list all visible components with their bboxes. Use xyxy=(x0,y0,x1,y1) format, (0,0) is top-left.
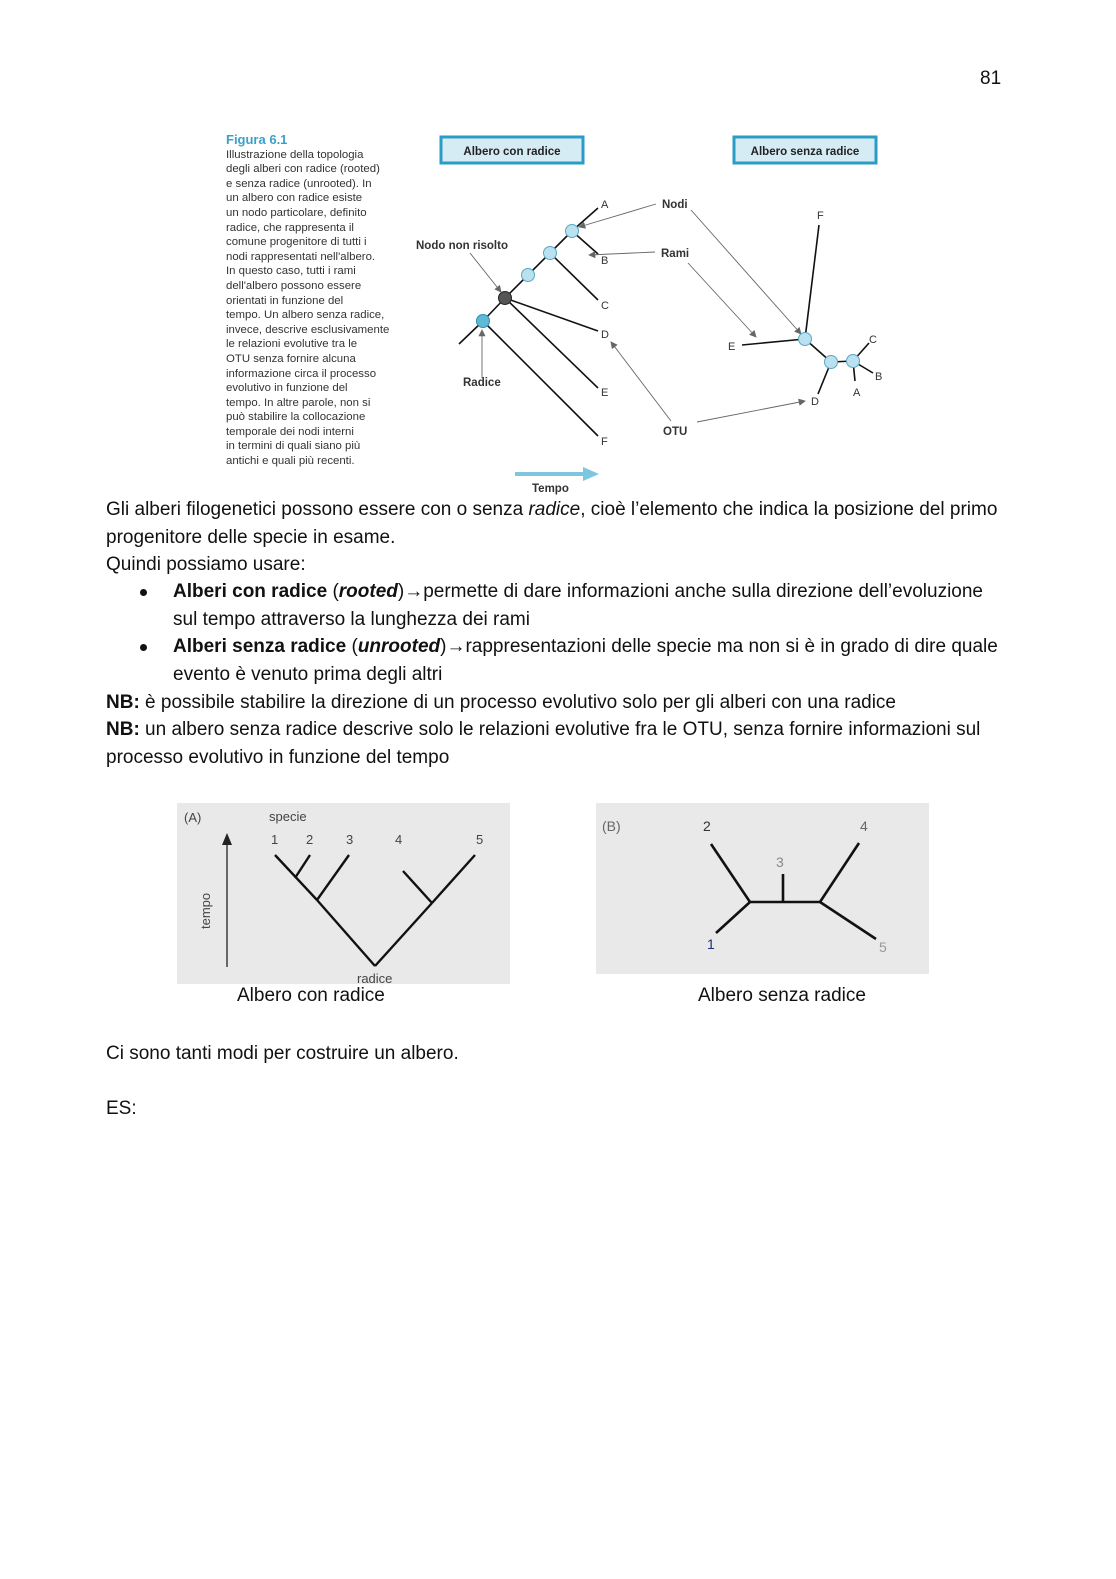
figure-caption-line: OTU senza fornire alcuna xyxy=(226,352,356,365)
leaf-label: 3 xyxy=(346,832,354,847)
leaf-label: 5 xyxy=(476,832,484,847)
time-arrow xyxy=(515,467,599,481)
paragraph-intro: Gli alberi filogenetici possono essere con o senza radice, cioè l’elemento che indica la posizione del primo progenitore delle specie in esame. xyxy=(106,499,998,548)
leaf-label: 2 xyxy=(306,832,314,847)
otu-label: OTU xyxy=(663,426,688,438)
figure-b-caption: Albero senza radice xyxy=(698,985,866,1006)
leaf-label: 3 xyxy=(776,854,784,870)
arrow-icon: → xyxy=(446,636,466,657)
figure-caption-line: in termini di quali siano più xyxy=(226,440,361,453)
figure-caption-line: degli alberi con radice (rooted) xyxy=(226,163,380,176)
figure-caption-line: comune progenitore di tutti i xyxy=(226,236,367,249)
figure-caption-line: un nodo particolare, definito xyxy=(226,206,367,219)
unrooted-tree-lines xyxy=(711,843,876,939)
figure-caption-line: In questo caso, tutti i rami xyxy=(226,265,356,278)
unrooted-box-label: Albero senza radice xyxy=(750,146,860,158)
list-item: Alberi senza radice (unrooted)→rappresentazioni delle specie ma non si è in grado di dire quale evento è venuto prima degli altri xyxy=(140,633,1010,688)
figure-a-svg xyxy=(177,803,510,984)
figure-caption-line: antichi e quali più recenti. xyxy=(226,455,355,468)
bullet-icon xyxy=(140,644,147,651)
internal-node xyxy=(522,269,535,282)
root-node xyxy=(477,315,490,328)
internal-node xyxy=(566,225,579,238)
internal-node xyxy=(825,356,838,369)
figure-a-rooted-tree xyxy=(177,803,510,984)
figure-title: Figura 6.1 xyxy=(226,132,288,147)
paragraph-list-intro: Quindi possiamo usare: xyxy=(106,554,306,575)
leaf-label: 1 xyxy=(271,832,279,847)
unresolved-node xyxy=(499,292,512,305)
figure-caption-line: invece, descrive esclusivamente xyxy=(226,323,390,336)
internal-node xyxy=(847,355,860,368)
rooted-leaf-label: E xyxy=(601,387,609,399)
figure-caption-line: e senza radice (unrooted). In xyxy=(226,177,372,190)
leaf-label: 1 xyxy=(707,936,715,952)
figure-a-tag: (A) xyxy=(184,810,202,825)
rooted-leaf-label: D xyxy=(601,329,609,341)
rooted-leaf-label: B xyxy=(601,255,609,267)
page-number: 81 xyxy=(980,68,1002,89)
unrooted-leaf-label: B xyxy=(875,371,883,383)
list-item: Alberi con radice (rooted)→permette di dare informazioni anche sulla direzione dell’evoluzione sul tempo attraverso la lunghezza dei rami xyxy=(140,578,1010,633)
figure-b-svg xyxy=(596,803,929,974)
figure-caption-line: un albero con radice esiste xyxy=(226,192,363,205)
figure-caption-line: le relazioni evolutive tra le xyxy=(226,338,358,351)
unresolved-label: Nodo non risolto xyxy=(416,240,508,252)
rooted-tree-lines xyxy=(275,855,475,966)
tree-illustration xyxy=(215,128,915,500)
figure-6-1 xyxy=(215,128,915,500)
unrooted-leaf-label: C xyxy=(869,334,877,346)
unrooted-leaf-label: D xyxy=(811,396,819,408)
internal-node xyxy=(544,247,557,260)
note-1: NB: è possibile stabilire la direzione di un processo evolutivo solo per gli alberi con una radice xyxy=(106,692,896,713)
time-axis-label: tempo xyxy=(198,892,213,929)
unrooted-leaf-label: E xyxy=(728,341,736,353)
time-axis-arrow xyxy=(222,833,232,967)
leaf-label: 2 xyxy=(703,818,711,834)
branches-label: Rami xyxy=(661,248,690,260)
leaf-label: 5 xyxy=(879,939,887,955)
figure-b-unrooted-tree xyxy=(596,803,929,974)
time-label: Tempo xyxy=(532,483,569,495)
unrooted-leaf-label: F xyxy=(817,210,824,222)
figure-caption-line: Illustrazione della topologia xyxy=(226,148,364,161)
figure-caption-line: orientati in funzione del xyxy=(226,294,344,307)
root-label: Radice xyxy=(463,377,501,389)
root-label: radice xyxy=(357,971,393,984)
figure-caption-line: tempo. In altre parole, non si xyxy=(226,396,371,409)
rooted-leaf-label: C xyxy=(601,300,609,312)
rooted-box-label: Albero con radice xyxy=(463,146,561,158)
figure-caption-line: informazione circa il processo xyxy=(226,367,377,380)
figure-a-caption: Albero con radice xyxy=(237,985,385,1006)
figure-caption-line: radice, che rappresenta il xyxy=(226,221,354,234)
paragraph-example: ES: xyxy=(106,1098,137,1119)
figure-caption-line: dell'albero possono essere xyxy=(226,279,362,292)
unrooted-tree-branches xyxy=(742,225,873,394)
rooted-leaf-label: A xyxy=(601,199,609,211)
figure-b-tag: (B) xyxy=(602,818,621,834)
leaf-label: 4 xyxy=(395,832,403,847)
figure-caption-line: può stabilire la collocazione xyxy=(226,411,366,424)
figure-caption-line: nodi rappresentati nell'albero. xyxy=(226,250,376,263)
leaf-label: 4 xyxy=(860,818,868,834)
nodes-label: Nodi xyxy=(662,199,688,211)
arrow-icon: → xyxy=(404,581,424,602)
bullet-list xyxy=(140,578,1010,688)
internal-node xyxy=(799,333,812,346)
unrooted-leaf-label: A xyxy=(853,387,861,399)
bullet-icon xyxy=(140,589,147,596)
rooted-leaf-label: F xyxy=(601,436,608,448)
figure-caption-line: tempo. Un albero senza radice, xyxy=(226,309,385,322)
figure-caption-line: evolutivo in funzione del xyxy=(226,382,348,395)
paragraph-methods: Ci sono tanti modi per costruire un albero. xyxy=(106,1043,459,1064)
note-2: NB: un albero senza radice descrive solo le relazioni evolutive fra le OTU, senza fornire informazioni sul processo evolutivo in funzione del tempo xyxy=(106,719,981,768)
species-label: specie xyxy=(269,809,307,824)
figure-caption-line: temporale dei nodi interni xyxy=(226,425,354,438)
